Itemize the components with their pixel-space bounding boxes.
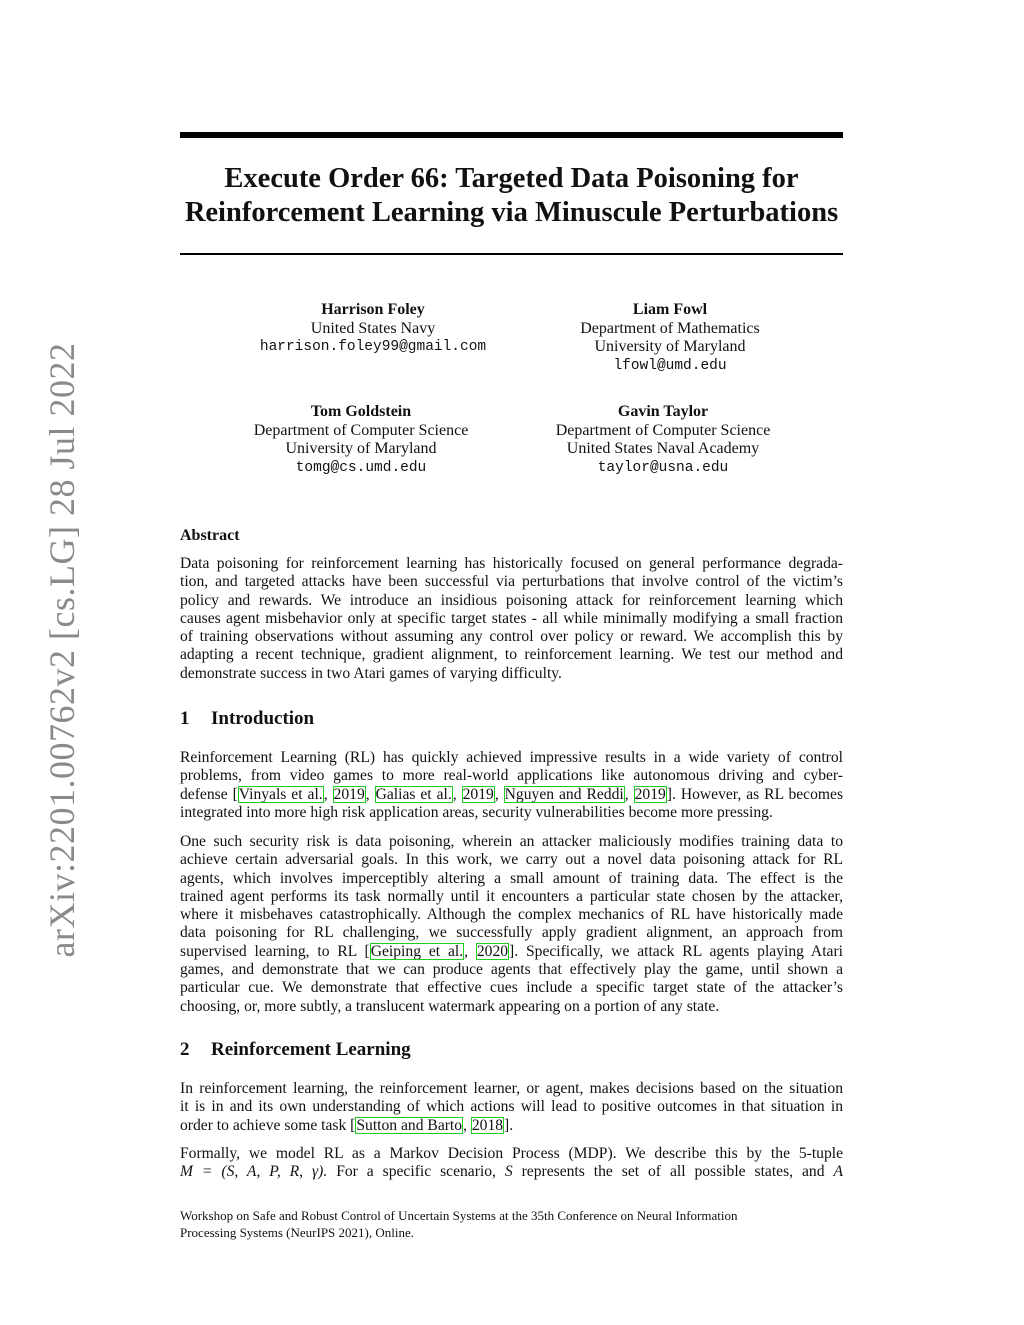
author-name: Tom Goldstein [310, 403, 412, 420]
citation-vinyals-year[interactable]: 2019 [333, 785, 365, 803]
paragraph-line: where it misbehaves catastrophically. Although the complex mechanics of RL have historically made [180, 906, 843, 924]
citation-galias-year[interactable]: 2019 [462, 785, 494, 803]
arxiv-identifier: arXiv:2201.00762v2 [cs.LG] 28 Jul 2022 [42, 342, 82, 958]
citation-nguyen-year[interactable]: 2019 [634, 785, 666, 803]
rl-paragraph-2 [180, 1145, 843, 1182]
abstract-line: policy and rewards. We introduce an insidious poisoning attack for reinforcement learning which [180, 591, 843, 609]
author-affiliation: University of Maryland [594, 338, 746, 355]
abstract-line: adapting a recent technique, gradient alignment, to reinforcement learning. We test our method and [180, 646, 843, 664]
paragraph-line: choosing, or, more subtly, a translucent watermark appearing on a portion of any state. [180, 997, 720, 1015]
text-run: ]. However, as RL becomes [666, 785, 844, 803]
abstract-line: demonstrate success in two Atari games of varying difficulty. [180, 664, 562, 682]
text-run: represents the set of all possible states, and [512, 1163, 834, 1181]
author-name: Liam Fowl [632, 301, 708, 318]
author-name: Gavin Taylor [617, 403, 709, 420]
citation-nguyen[interactable]: Nguyen and Reddi [504, 785, 624, 803]
section-heading-introduction [180, 708, 314, 730]
paragraph-line: In reinforcement learning, the reinforcement learner, or agent, makes decisions based on the situation [180, 1080, 843, 1097]
author-department: Department of Computer Science [253, 421, 469, 439]
author-block-foley [223, 301, 523, 357]
title-bottom-rule [180, 253, 843, 255]
paragraph-line: particular cue. We demonstrate that effective cues include a specific target state of the attacker’s [180, 979, 843, 997]
text-run: defense [ [180, 785, 238, 803]
paragraph-line: One such security risk is data poisoning, wherein an attacker maliciously modifies training data to [180, 833, 843, 850]
math-tuple: M = (S, A, P, R, γ). [180, 1163, 328, 1181]
rl-paragraph-1 [180, 1080, 843, 1135]
author-affiliation: University of Maryland [285, 440, 437, 457]
paragraph-line: supervised learning, to RL [Geiping et al., 2020]. Specifically, we attack RL agents playing Atari [180, 942, 843, 960]
author-department: Department of Computer Science [555, 421, 771, 439]
citation-vinyals[interactable]: Vinyals et al. [238, 785, 323, 803]
author-block-goldstein [211, 403, 511, 477]
title-top-rule [180, 132, 843, 138]
text-run: For a specific scenario, [327, 1163, 505, 1181]
citation-galias[interactable]: Galias et al. [375, 785, 452, 803]
author-affiliation: United States Naval Academy [566, 440, 760, 457]
author-name: Harrison Foley [321, 301, 425, 318]
paragraph-line: achieve certain adversarial goals. In this work, we carry out a novel data poisoning attack for RL [180, 851, 843, 869]
abstract-body [180, 555, 843, 683]
abstract-line: Data poisoning for reinforcement learning has historically focused on general performance degrada- [180, 555, 843, 572]
paragraph-line: integrated into more high risk application areas, security vulnerabilities become more pressing. [180, 803, 773, 821]
paragraph-line: data poisoning for RL challenging, we successfully apply gradient alignment, an approach from [180, 924, 843, 942]
intro-paragraph-1 [180, 749, 843, 822]
abstract-heading: Abstract [180, 527, 240, 544]
author-block-taylor [513, 403, 813, 477]
footnote-line: Workshop on Safe and Robust Control of Uncertain Systems at the 35th Conference on Neural Information [180, 1208, 738, 1223]
citation-sutton[interactable]: Sutton and Barto [356, 1116, 463, 1134]
author-block-fowl [520, 301, 820, 375]
author-email[interactable]: harrison.foley99@gmail.com [259, 339, 487, 355]
paragraph-line: order to achieve some task [Sutton and Barto, 2018]. [180, 1116, 514, 1134]
citation-sutton-year[interactable]: 2018 [471, 1116, 504, 1134]
paragraph-line: agents, which involves imperceptibly altering a small amount of training data. The effect is the [180, 869, 843, 887]
citation-geiping-year[interactable]: 2020 [476, 942, 509, 960]
paragraph-line: trained agent performs its task normally until it encounters a particular state chosen by the attacker, [180, 887, 843, 905]
author-email[interactable]: tomg@cs.umd.edu [295, 459, 427, 476]
paragraph-line: it is in and its own understanding of which actions will lead to positive outcomes in that situation in [180, 1098, 843, 1116]
paragraph-line: Formally, we model RL as a Markov Decision Process (MDP). We describe this by the 5-tuple [180, 1145, 843, 1162]
abstract-line: of training observations without assuming any control over policy or reward. We accomplish this by [180, 628, 843, 646]
paragraph-line: problems, from video games to more real-world applications like autonomous driving and cyber- [180, 767, 843, 785]
author-department: Department of Mathematics [580, 319, 760, 337]
math-symbol-a: A [833, 1163, 843, 1181]
intro-paragraph-2 [180, 833, 843, 1016]
section-number: 1 [180, 708, 190, 729]
math-symbol-s: S [504, 1163, 513, 1181]
paper-title [180, 162, 843, 230]
text-run: ]. Specifically, we attack RL agents playing Atari [509, 942, 843, 960]
abstract-line: tion, and targeted attacks have been successful via perturbations that involve control of the victim’s [180, 573, 843, 591]
venue-footnote [180, 1208, 843, 1241]
title-line-2: Reinforcement Learning via Minuscule Perturbations [184, 197, 839, 228]
paragraph-line: defense [Vinyals et al., 2019, Galias et al., 2019, Nguyen and Reddi, 2019]. However, as RL becomes [180, 785, 844, 803]
author-email[interactable]: lfowl@umd.edu [613, 357, 727, 374]
section-number: 2 [180, 1039, 190, 1060]
text-run: supervised learning, to RL [ [180, 942, 370, 960]
abstract-line: causes agent misbehavior only at specific target states - all while minimally modifying a small fraction [180, 609, 843, 627]
text-run: order to achieve some task [ [180, 1116, 356, 1134]
author-email[interactable]: taylor@usna.edu [597, 459, 729, 476]
section-title: Introduction [211, 708, 315, 729]
section-title: Reinforcement Learning [211, 1039, 411, 1060]
paragraph-line: games, and demonstrate that we can produce agents that effectively play the game, until shown a [180, 961, 843, 979]
citation-geiping[interactable]: Geiping et al. [370, 942, 464, 960]
footnote-line: Processing Systems (NeurIPS 2021), Online. [180, 1224, 414, 1240]
title-line-1: Execute Order 66: Targeted Data Poisoning for [224, 163, 799, 194]
paragraph-line: Reinforcement Learning (RL) has quickly achieved impressive results in a wide variety of control [180, 749, 843, 766]
text-run: ]. [504, 1116, 514, 1134]
paragraph-line [180, 1163, 843, 1181]
author-affiliation: United States Navy [310, 319, 436, 337]
section-heading-reinforcement-learning [180, 1039, 411, 1061]
